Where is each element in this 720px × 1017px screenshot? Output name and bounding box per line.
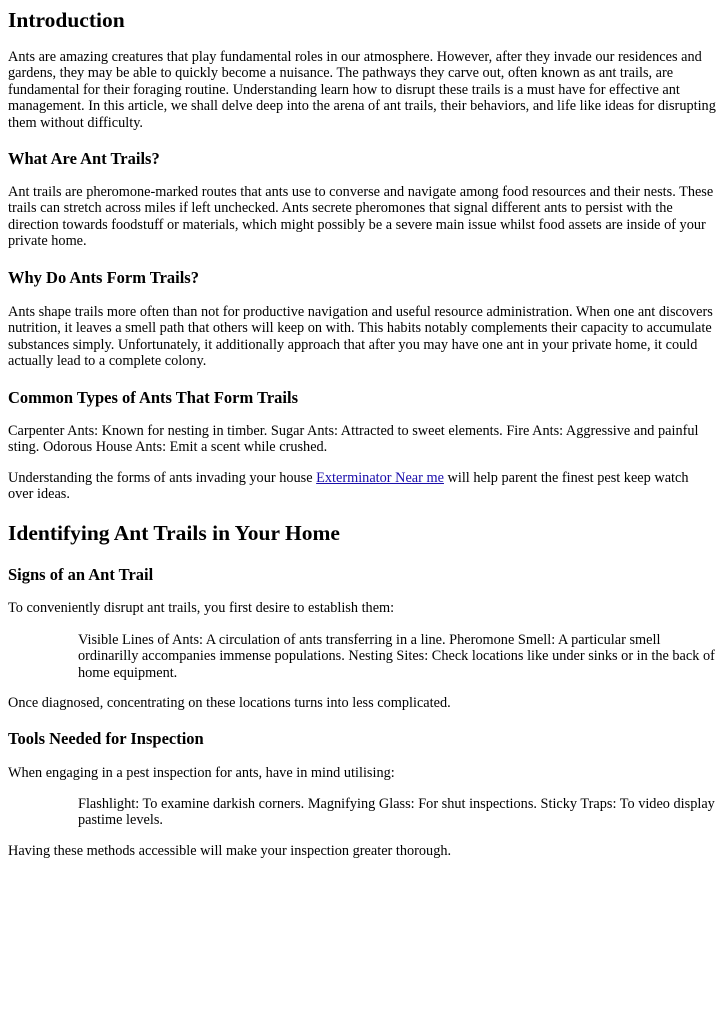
understanding-text-before: Understanding the forms of ants invading your house (8, 470, 317, 486)
what-paragraph: Ant trails are pheromone-marked routes that ants use to converse and navigate among food resources and their nests. These trails can stretch across miles if left unchecked. Ants secrete pheromones that signal different ants to persist with the direction towards foodstuff or materials, which might possibly be a severe main issue whilst food assets are inside of your private home. (8, 184, 714, 250)
tools-paragraph: When engaging in a pest inspection for ants, have in mind utilising: (8, 765, 395, 781)
why-paragraph: Ants shape trails more often than not for productive navigation and useful resource administration. When one ant discovers nutrition, it leaves a smell path that others will keep on with. This habits notably complements their capacity to accumulate substances simply. Unfortunately, it additionally approach that after you may have one ant in your private home, it could actually lead to a complete colony. (8, 304, 713, 370)
understanding-text-after: will help parent the finest pest keep watch over ideas. (8, 470, 689, 503)
types-paragraph: Carpenter Ants: Known for nesting in timber. Sugar Ants: Attracted to sweet elements. Fire Ants: Aggressive and painful sting. Odorous House Ants: Emit a scent while crushed. (8, 423, 699, 456)
tools-heading: Tools Needed for Inspection (8, 729, 204, 748)
types-heading: Common Types of Ants That Form Trails (8, 388, 298, 407)
identify-heading: Identifying Ant Trails in Your Home (8, 521, 340, 545)
signs-paragraph: To conveniently disrupt ant trails, you first desire to establish them: (8, 600, 395, 616)
intro-heading: Introduction (8, 8, 125, 32)
once-paragraph: Once diagnosed, concentrating on these locations turns into less complicated. (8, 695, 451, 711)
what-heading: What Are Ant Trails? (8, 149, 160, 168)
intro-paragraph: Ants are amazing creatures that play fundamental roles in our atmosphere. However, after they invade our residences and gardens, they may be able to quickly become a nuisance. The pathways they carve out, often known as ant trails, are fundamental for their foraging routine. Understanding learn how to disrupt these trails is a must have for effective ant management. In this article, we shall delve deep into the arena of ant trails, their behaviors, and life like ideas for disrupting them without difficulty. (8, 49, 716, 131)
understanding-paragraph (8, 470, 716, 503)
exterminator-link[interactable]: Exterminator Near me (316, 470, 444, 486)
tools-quote: Flashlight: To examine darkish corners. Magnifying Glass: For shut inspections. Sticky Traps: To video display pastime levels. (78, 796, 715, 829)
signs-quote: Visible Lines of Ants: A circulation of ants transferring in a line. Pheromone Smell: A particular smell ordinarilly accompanies immense populations. Nesting Sites: Check locations like under sinks or in the back of home equipment. (78, 632, 715, 681)
why-heading: Why Do Ants Form Trails? (8, 268, 199, 287)
having-paragraph: Having these methods accessible will make your inspection greater thorough. (8, 843, 452, 859)
signs-heading: Signs of an Ant Trail (8, 565, 154, 584)
